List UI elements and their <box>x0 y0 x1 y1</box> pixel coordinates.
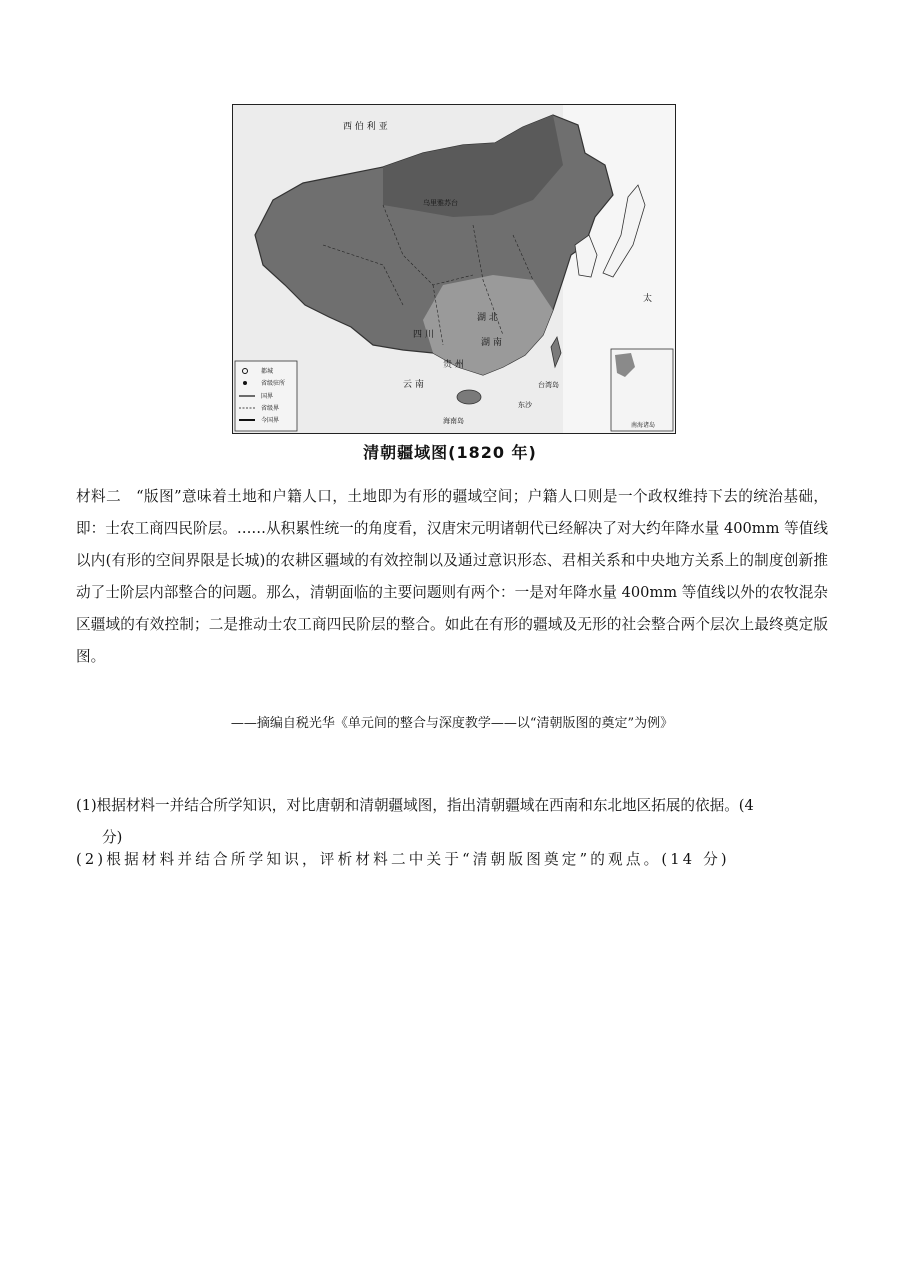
legend-province: 省级界 <box>261 405 280 412</box>
material-two-text: 材料二 “版图”意味着土地和户籍人口，土地即为有形的疆域空间；户籍人口则是一个政权维持下去的统治基础，即：士农工商四民阶层。……从积累性统一的角度看，汉唐宋元明诸朝代已经解决了对大约年降水量 400mm 等值线以内(有形的空间界限是长城)的农耕区疆域的有效控制以及通过意识形态、君相关系和中央地方关系上的制度创新推动了士阶层内部整合的问题。那么，清朝面临的主要问题则有两个：一是对年降水量 400mm 等值线以外的农牧混杂区疆域的有效控制；二是推动士农工商四民阶层的整合。如此在有形的疆域及无形的社会整合两个层次上最终奠定版图。 <box>76 488 828 665</box>
question-1-line1: (1)根据材料一并结合所学知识，对比唐朝和清朝疆域图，指出清朝疆域在西南和东北地区拓展的依据。(4 <box>76 797 754 814</box>
legend-modern: 今国界 <box>261 417 280 424</box>
legend-capital: 都城 <box>261 368 274 375</box>
map-caption: 清朝疆域图(1820 年) <box>363 443 537 462</box>
legend-seat: 省级驻所 <box>261 380 286 387</box>
question-1-line2: 分) <box>102 829 123 846</box>
map-label-guizhou: 贵 州 <box>443 360 464 370</box>
material-two-source: ——摘编自税光华《单元间的整合与深度教学——以“清朝版图的奠定”为例》 <box>230 716 674 731</box>
map-label-ocean: 太 <box>643 294 653 304</box>
map-label-sichuan: 四 川 <box>413 330 434 340</box>
map-label-mongolia: 乌里雅苏台 <box>423 199 458 207</box>
map-label-nanhai: 南海诸岛 <box>631 422 656 429</box>
map-label-yunnan: 云 南 <box>403 380 424 390</box>
map-label-hainan: 海南岛 <box>443 417 464 425</box>
map-label-taiwan: 台湾岛 <box>538 381 559 389</box>
map-label-dongsha: 东沙 <box>518 401 532 409</box>
map-label-hunan: 湖 南 <box>481 338 502 348</box>
map-label-siberia: 西 伯 利 亚 <box>343 122 388 132</box>
qing-territory-map <box>232 104 676 434</box>
map-label-hubei: 湖 北 <box>477 313 498 323</box>
material-two <box>76 481 828 673</box>
question-2: (2)根据材料并结合所学知识，评析材料二中关于“清朝版图奠定”的观点。(14 分) <box>76 851 730 868</box>
legend-border: 国界 <box>261 393 274 400</box>
